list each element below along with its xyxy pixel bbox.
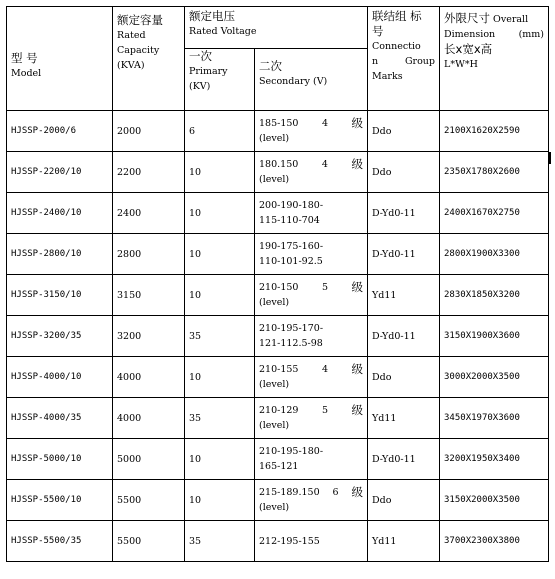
header-dimensions: 外限尺寸 Overall Dimension (mm) 长x宽x高 L*W*H [440, 7, 549, 111]
cell-group: Yd11 [368, 275, 440, 316]
cell-capacity: 2800 [113, 234, 185, 275]
table-row [7, 152, 549, 193]
cell-capacity: 5500 [113, 480, 185, 521]
cell-primary: 35 [185, 521, 255, 562]
cell-capacity: 4000 [113, 357, 185, 398]
cell-capacity: 2400 [113, 193, 185, 234]
cell-secondary: 210-195-180- 165-121 [255, 439, 368, 480]
header-voltage: 额定电压 Rated Voltage [185, 7, 368, 49]
cell-secondary: 180.150 4 级 (level) [255, 152, 368, 193]
cell-group: D-Yd0-11 [368, 234, 440, 275]
cell-model: HJSSP-5000/10 [7, 439, 113, 480]
cell-secondary: 212-195-155 [255, 521, 368, 562]
cell-primary: 10 [185, 152, 255, 193]
table-row [7, 398, 549, 439]
cell-capacity: 5000 [113, 439, 185, 480]
header-primary: 一次 Primary (KV) [185, 49, 255, 111]
cell-model: HJSSP-3200/35 [7, 316, 113, 357]
cell-dimensions: 2350X1780X2600 [440, 152, 549, 193]
header-secondary: 二次 Secondary (V) [255, 49, 368, 111]
cell-primary: 10 [185, 480, 255, 521]
cell-dimensions: 2800X1900X3300 [440, 234, 549, 275]
table-row [7, 480, 549, 521]
cell-secondary: 185-150 4 级 (level) [255, 111, 368, 152]
cell-dimensions: 3000X2000X3500 [440, 357, 549, 398]
table-row [7, 521, 549, 562]
cell-primary: 35 [185, 398, 255, 439]
cell-model: HJSSP-3150/10 [7, 275, 113, 316]
table-row [7, 316, 549, 357]
cell-group: D-Yd0-11 [368, 193, 440, 234]
table-row [7, 234, 549, 275]
cell-dimensions: 3150X2000X3500 [440, 480, 549, 521]
cell-group: Yd11 [368, 521, 440, 562]
cell-secondary: 210-155 4 级 (level) [255, 357, 368, 398]
transformer-spec-table [6, 6, 549, 562]
cell-primary: 10 [185, 439, 255, 480]
cell-primary: 10 [185, 234, 255, 275]
cell-capacity: 4000 [113, 398, 185, 439]
cell-primary: 35 [185, 316, 255, 357]
header-connection-group: 联结组 标 号 Connectio n Group Marks [368, 7, 440, 111]
cell-secondary: 210-129 5 级 (level) [255, 398, 368, 439]
cell-group: D-Yd0-11 [368, 439, 440, 480]
table-row [7, 439, 549, 480]
cell-model: HJSSP-2000/6 [7, 111, 113, 152]
cell-model: HJSSP-5500/35 [7, 521, 113, 562]
cell-dimensions: 3700X2300X3800 [440, 521, 549, 562]
table-row [7, 111, 549, 152]
cell-capacity: 5500 [113, 521, 185, 562]
cell-group: Yd11 [368, 398, 440, 439]
cell-capacity: 3150 [113, 275, 185, 316]
cell-capacity: 3200 [113, 316, 185, 357]
cell-capacity: 2200 [113, 152, 185, 193]
cell-model: HJSSP-2400/10 [7, 193, 113, 234]
cell-primary: 10 [185, 193, 255, 234]
cell-group: Ddo [368, 111, 440, 152]
cell-secondary: 200-190-180- 115-110-704 [255, 193, 368, 234]
cell-capacity: 2000 [113, 111, 185, 152]
cell-dimensions: 3450X1970X3600 [440, 398, 549, 439]
cell-primary: 10 [185, 275, 255, 316]
header-capacity: 额定容量 Rated Capacity (KVA) [113, 7, 185, 111]
cell-dimensions: 2100X1620X2590 [440, 111, 549, 152]
cell-primary: 10 [185, 357, 255, 398]
cell-secondary: 190-175-160- 110-101-92.5 [255, 234, 368, 275]
table-row [7, 275, 549, 316]
cell-secondary: 215-189.150 6 级 (level) [255, 480, 368, 521]
cell-dimensions: 2400X1670X2750 [440, 193, 549, 234]
page-edge-mark [549, 152, 551, 164]
cell-model: HJSSP-5500/10 [7, 480, 113, 521]
cell-model: HJSSP-2800/10 [7, 234, 113, 275]
cell-group: Ddo [368, 152, 440, 193]
table-row [7, 357, 549, 398]
table-row [7, 193, 549, 234]
cell-dimensions: 3150X1900X3600 [440, 316, 549, 357]
cell-primary: 6 [185, 111, 255, 152]
cell-group: Ddo [368, 357, 440, 398]
cell-model: HJSSP-2200/10 [7, 152, 113, 193]
header-model: 型 号 Model [7, 7, 113, 111]
cell-secondary: 210-150 5 级 (level) [255, 275, 368, 316]
cell-group: Ddo [368, 480, 440, 521]
cell-secondary: 210-195-170- 121-112.5-98 [255, 316, 368, 357]
cell-model: HJSSP-4000/35 [7, 398, 113, 439]
cell-dimensions: 2830X1850X3200 [440, 275, 549, 316]
cell-group: D-Yd0-11 [368, 316, 440, 357]
cell-dimensions: 3200X1950X3400 [440, 439, 549, 480]
cell-model: HJSSP-4000/10 [7, 357, 113, 398]
